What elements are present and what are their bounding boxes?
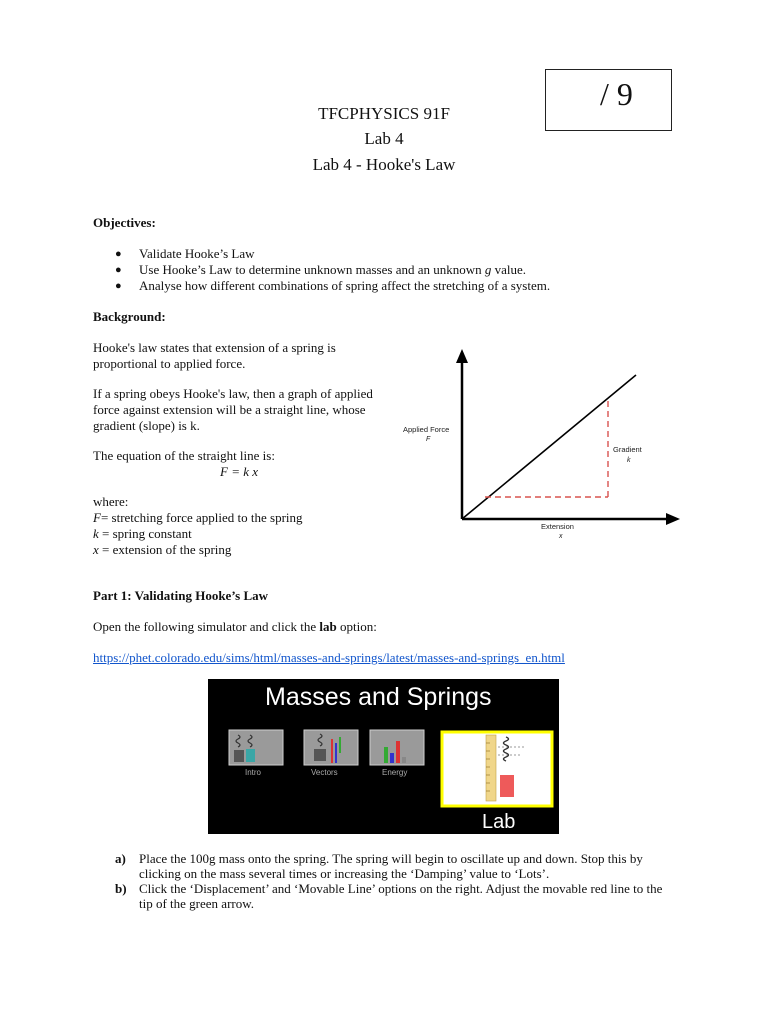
- step-a-text: Place the 100g mass onto the spring. The spring will begin to oscillate up and down. Stop this by clicking on the mass several times or increasing the ‘Damping’ value to ‘Lots’.: [139, 851, 643, 881]
- part1-heading: Part 1: Validating Hooke’s Law: [93, 588, 269, 603]
- y-axis-symbol: F: [426, 436, 431, 443]
- objective-item: ● Analyse how different combinations of spring affect the stretching of a system.: [115, 278, 551, 293]
- equation-intro: The equation of the straight line is:: [93, 448, 275, 463]
- objectives-heading: Objectives:: [93, 215, 156, 230]
- definition-f: F= stretching force applied to the spring: [93, 510, 303, 525]
- objectives-list: [93, 246, 693, 294]
- step-a: [115, 851, 675, 881]
- background-para-2: If a spring obeys Hooke's law, then a graph of applied force against extension will be a straight line, whose gradient (slope) is k.: [93, 386, 373, 433]
- vectors-screen-label: Vectors: [311, 768, 338, 777]
- score-label: / 9: [600, 76, 633, 112]
- objective-item: ● Validate Hooke’s Law: [115, 246, 255, 261]
- where-label: where:: [93, 494, 129, 509]
- simulator-screenshot: [208, 679, 559, 834]
- x-axis-symbol: x: [559, 533, 563, 540]
- step-b-label: b): [115, 881, 127, 896]
- background-heading: Background:: [93, 309, 166, 324]
- y-axis-label: Applied Force: [403, 425, 450, 434]
- gradient-symbol: k: [627, 457, 631, 464]
- definition-k: k = spring constant: [93, 526, 192, 541]
- step-b: [115, 881, 675, 911]
- equation: F = k x: [220, 464, 259, 479]
- course-code: TFCPHYSICS 91F: [318, 104, 450, 123]
- lab-screen-label: Lab: [482, 811, 516, 833]
- step-b-text: Click the ‘Displacement’ and ‘Movable Line’ options on the right. Adjust the movable red line to the tip of the green arrow.: [139, 881, 663, 911]
- background-para-1: Hooke's law states that extension of a spring is proportional to applied force.: [93, 340, 336, 371]
- intro-screen-label: Intro: [245, 768, 262, 777]
- lab-number: Lab 4: [364, 129, 404, 148]
- page-title: Lab 4 - Hooke's Law: [312, 155, 456, 174]
- sim-title: Masses and Springs: [265, 683, 492, 711]
- gradient-label: Gradient: [613, 445, 642, 454]
- objective-item: ● Use Hooke’s Law to determine unknown masses and an unknown g value.: [115, 262, 527, 277]
- g-symbol: g: [484, 262, 492, 277]
- simulator-link[interactable]: https://phet.colorado.edu/sims/html/masses-and-springs/latest/masses-and-springs_en.html: [93, 650, 565, 665]
- x-axis-label: Extension: [541, 522, 574, 531]
- hookes-law-graph: [400, 345, 682, 545]
- energy-screen-label: Energy: [382, 768, 408, 777]
- step-a-label: a): [115, 851, 126, 866]
- part1-instruction: Open the following simulator and click the lab option:: [93, 619, 377, 634]
- definition-x: x = extension of the spring: [93, 542, 232, 557]
